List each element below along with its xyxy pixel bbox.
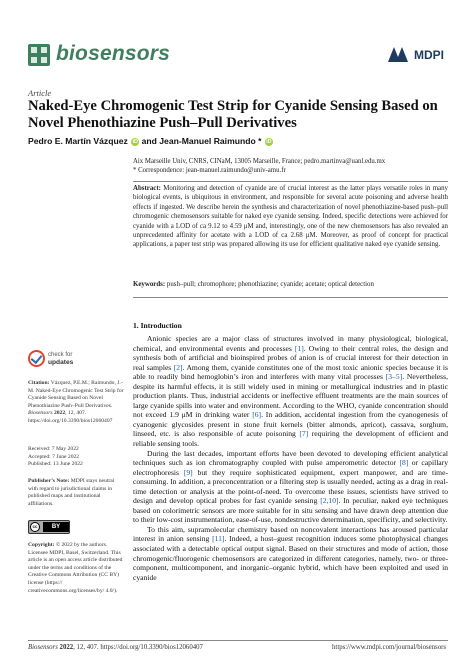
journal-logo-icon [28, 44, 50, 66]
abstract-label: Abstract: [133, 185, 161, 192]
paragraph [133, 334, 448, 449]
text-run: . In addition, accidental ingestion from the cyanogenesis of cyanogenic glycosides present in stone fruit kernels (bitter almonds, apricot), cassava, sorghum, linseed, etc. is also responsible of acute poisoning [133, 410, 449, 439]
abstract [133, 184, 448, 250]
copyright-label: Copyright: [28, 542, 55, 548]
citation-link[interactable]: [6] [252, 410, 262, 420]
publisher-note-label: Publisher’s Note: [28, 478, 70, 484]
footer-year: 2022 [57, 644, 74, 651]
journal-name: biosensors [56, 42, 171, 65]
citation-link[interactable]: [7] [299, 429, 309, 439]
keywords [133, 280, 448, 289]
affiliation-block [133, 158, 453, 176]
footer-divider [28, 640, 448, 641]
divider [133, 297, 448, 298]
text-run: . Owing to their central roles, the design and synthesis both of artificial and bioinspired probes of anion is of crucial interest for their detection in real samples [133, 343, 448, 372]
dates-block [28, 446, 124, 469]
footer-journal-url[interactable]: https://www.mdpi.com/journal/biosensors [332, 644, 446, 651]
citation-doi[interactable]: , 12, 407. https://doi.org/10.3390/bios12060407 [28, 410, 113, 424]
cc-by-license-badge[interactable] [28, 520, 70, 534]
citation-label: Citation: [28, 380, 50, 386]
publisher-note [28, 478, 124, 508]
citation-link[interactable]: [2] [173, 362, 183, 372]
footer-citation [28, 644, 203, 651]
received-date: Received: 7 May 2022 [28, 446, 79, 452]
text-run: or capillary electrophoresis [133, 458, 448, 477]
paragraph [133, 525, 448, 582]
article-type: Article [28, 88, 52, 98]
orcid-icon[interactable]: iD [266, 139, 272, 145]
correspondence: * Correspondence: jean-manuel.raimundo@univ-amu.fr [133, 166, 286, 174]
text-run: requiring the development of efficient and reliable sensing tools. [133, 429, 448, 449]
text-run: To this aim, supramolecular chemistry based on noncovalent interactions has aroused particular interest in anion sensing [133, 524, 448, 544]
check-updates-icon [28, 350, 45, 367]
check-updates-line2: updates [48, 359, 74, 366]
text-run: but they require sophisticated equipment, expert manpower, and are time-consuming. In addition, a preconcentration or a filtering step is usually needed, acting as a drag in real-time detection or analysis at the point-of-need. To overcome these issues, scientists have strived to design and develop optical probes for fast cyanide sensing [133, 467, 448, 506]
by-icon: BY [43, 522, 69, 532]
citation-link[interactable]: [2,10] [320, 496, 339, 506]
citation-block [28, 380, 124, 426]
copyright-text: © 2022 by the authors. Licensee MDPI, Basel, Switzerland. This article is an open access article distributed under the terms and conditions of the Creative Commons Attribution (CC BY) license (https:// creativecommons.org/licenses/by/ 4.0/). [28, 542, 123, 594]
paragraph [133, 449, 448, 525]
divider [133, 181, 448, 182]
author-name[interactable]: and Jean-Manuel Raimundo * [141, 136, 262, 146]
cc-icon: cc [30, 522, 40, 532]
check-updates-line1: check for [48, 352, 73, 358]
author-list [28, 136, 273, 146]
citation-link[interactable]: [8] [399, 458, 409, 468]
accepted-date: Accepted: 7 June 2022 [28, 453, 80, 460]
check-for-updates-button[interactable] [28, 350, 90, 372]
citation-journal: Biosensors [28, 410, 53, 417]
orcid-icon[interactable]: iD [132, 139, 138, 145]
footer-journal: Biosensors [28, 644, 58, 651]
text-run: During the last decades, important efforts have been devoted to developing efficient analytical techniques such as ion chromatography coupled with pulse amperometric detector [133, 448, 448, 468]
text-run: . In peculiar, naked eye techniques based on colorimetric sensors are more suitable for in situ sensing and have drawn deep attention due to their low-cost instrumentation, ease-of-use, nondestructive determination, specificity, and selectivity. [133, 496, 448, 525]
citation-link[interactable]: [1] [294, 343, 304, 353]
keywords-label: Keywords: [133, 281, 166, 288]
article-title: Naked-Eye Chromogenic Test Strip for Cyanide Sensing Based on Novel Phenothiazine Push–Pull Derivatives [28, 98, 438, 131]
publisher-logo[interactable] [388, 47, 446, 63]
text-run: . Among them, cyanide constitutes one of the most toxic anionic species because it is able to readily bind hemoglobin’s iron and interferes with many vital processes [133, 362, 448, 382]
publisher-logo-icon [388, 47, 412, 62]
text-run: . Nevertheless, despite its harmful effects, it is still widely used in mining or metallurgical industries and in plastic production plants. Thus, industrial accidents or ineffective effluent treatments are the main sources of large cyanide spills into water and environment. According to the WHO, cyanide concentration should not exceed 1.9 μM in drinking water [133, 372, 448, 420]
text-run: . Indeed, a host–guest recognition induces some photophysical changes associated with a detectable optical output signal. Based on their structures and mode of action, those chromogenic/fluorogenic chemosensors are categorized in different categories, namely, two- or three-component, multicomponent, and inorganic–organic hybrid, which have been exploited and used in cyanide [133, 534, 448, 582]
publisher-name: MDPI [414, 48, 444, 62]
citation-link[interactable]: [11] [212, 534, 225, 544]
citation-link[interactable]: [9] [183, 467, 193, 477]
section-body [133, 334, 448, 582]
abstract-text: Monitoring and detection of cyanide are of crucial interest as the latter plays versatile roles in many biological events, is ubiquitous in environment, and responsible for several acute poisoning and adverse health effects if ingested. We describe herein the synthesis and characterization of novel phenothiazine-based push–pull chromogenic chemosensors suitable for naked eye cyanide sensing. Indeed, specific detections were achieved for cyanide with a LOD of ca 9.12 to 4.59 μM and, interestingly, one of the new chemosensors has also revealed an unprecedented affinity for acetate with a LOD of ca 2.68 μM. Moreover, as proof of concept for practical applications, a paper test strip was prepared allowing its use for efficient qualitative naked eye cyanide sensing. [133, 185, 448, 249]
keywords-text: push–pull; chromophore; phenothiazine; cyanide; acetate; optical detection [165, 281, 374, 288]
affiliation: Aix Marseille Univ, CNRS, CINaM, 13005 Marseille, France; pedro.martinva@uanl.edu.mx [133, 158, 386, 165]
published-date: Published: 13 June 2022 [28, 461, 83, 468]
citation-year: 2022 [52, 410, 66, 417]
publisher-note-text: MDPI stays neutral with regard to jurisdictional claims in published maps and institutional affiliations. [28, 478, 115, 507]
citation-text: Vázquez, P.E.M.; Raimundo, J.-M. Naked-Eye Chromogenic Test Strip for Cyanide Sensing Based on Novel Phenothiazine Push–Pull Derivatives. [28, 380, 124, 409]
section-heading: 1. Introduction [133, 321, 182, 330]
text-run: Anionic species are a major class of structures involved in many physiological, biological, chemical, and environmental events and processes [133, 334, 448, 353]
footer-doi[interactable]: , 12, 407. https://doi.org/10.3390/bios12060407 [73, 644, 203, 651]
citation-link[interactable]: [3–5] [385, 372, 403, 382]
author-name[interactable]: Pedro E. Martín Vázquez [28, 136, 128, 146]
copyright-block [28, 542, 124, 595]
